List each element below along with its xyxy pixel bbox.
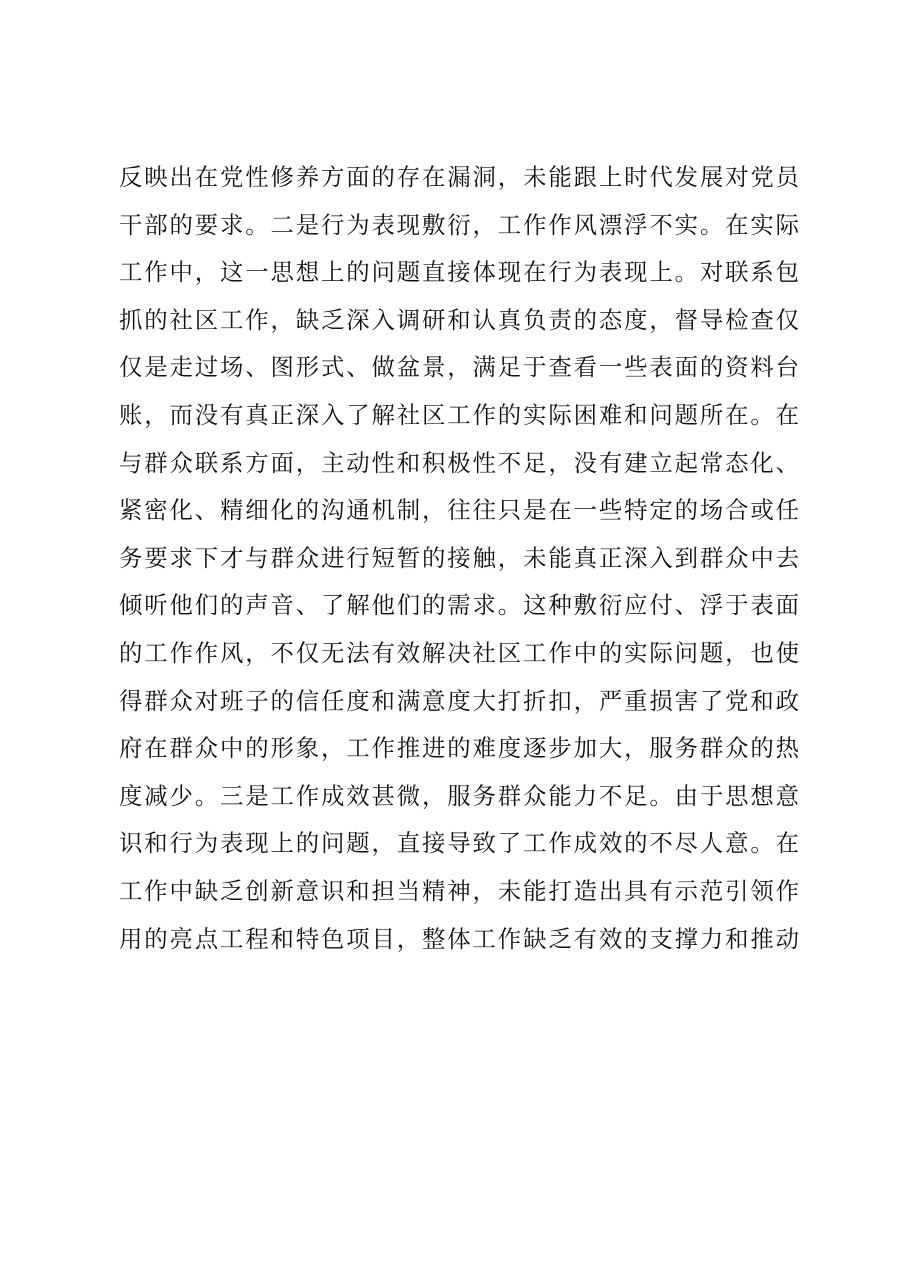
text-line: 账，而没有真正深入了解社区工作的实际困难和问题所在。在	[119, 400, 799, 429]
text-line: 得群众对班子的信任度和满意度大打折扣，严重损害了党和政	[119, 686, 799, 715]
text-line: 识和行为表现上的问题，直接导致了工作成效的不尽人意。在	[119, 829, 799, 858]
text-line: 反映出在党性修养方面的存在漏洞，未能跟上时代发展对党员	[119, 163, 799, 191]
text-line: 工作中，这一思想上的问题直接体现在行为表现上。对联系包	[119, 258, 799, 287]
text-line: 务要求下才与群众进行短暂的接触，未能真正深入到群众中去	[119, 543, 799, 572]
text-line: 的工作作风，不仅无法有效解决社区工作中的实际问题，也使	[119, 638, 799, 667]
text-line: 干部的要求。二是行为表现敷衍，工作作风漂浮不实。在实际	[119, 210, 799, 239]
text-line: 紧密化、精细化的沟通机制，往往只是在一些特定的场合或任	[119, 496, 799, 525]
text-line: 度减少。三是工作成效甚微，服务群众能力不足。由于思想意	[119, 781, 799, 810]
text-line: 仅是走过场、图形式、做盆景，满足于查看一些表面的资料台	[119, 353, 799, 382]
text-line: 府在群众中的形象，工作推进的难度逐步加大，服务群众的热	[119, 734, 799, 763]
text-line: 工作中缺乏创新意识和担当精神，未能打造出具有示范引领作	[119, 876, 799, 905]
text-line: 抓的社区工作，缺乏深入调研和认真负责的态度，督导检查仅	[119, 305, 799, 334]
text-line: 倾听他们的声音、了解他们的需求。这种敷衍应付、浮于表面	[119, 591, 799, 620]
text-line: 用的亮点工程和特色项目，整体工作缺乏有效的支撑力和推动	[119, 924, 799, 953]
text-line: 与群众联系方面，主动性和积极性不足，没有建立起常态化、	[119, 448, 799, 477]
body-paragraph	[119, 154, 799, 963]
